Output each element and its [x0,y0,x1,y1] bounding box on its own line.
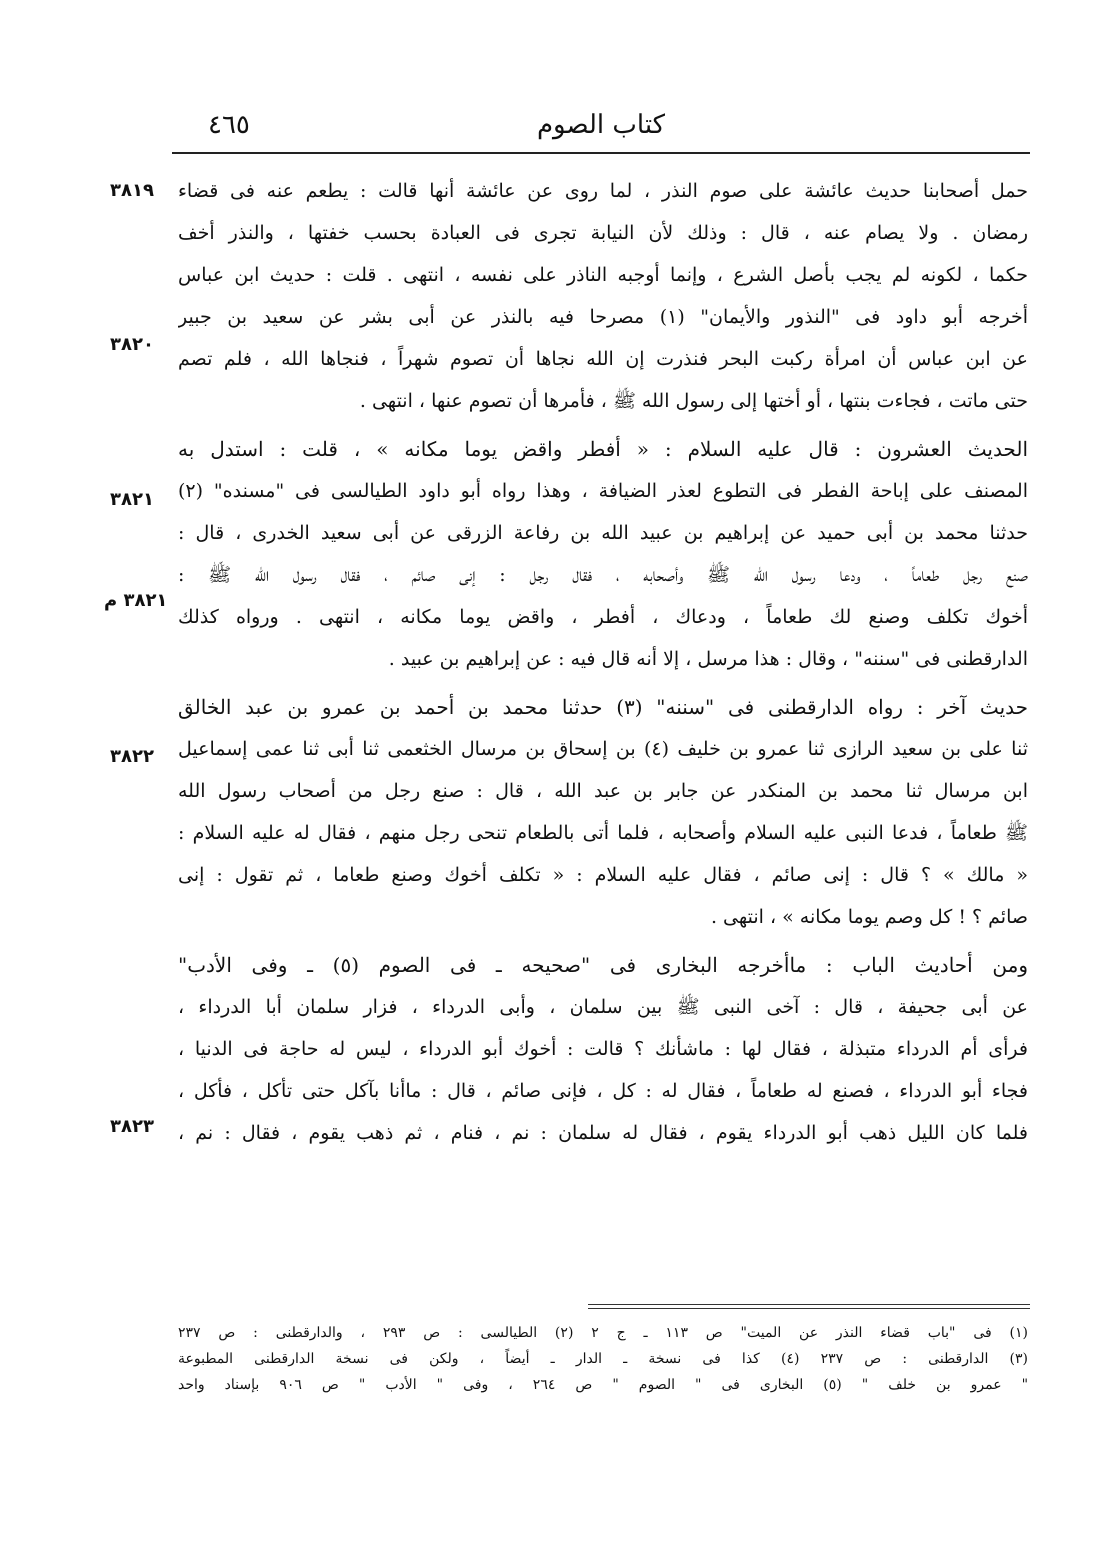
text-line: ابن مرسال ثنا محمد بن المنكدر عن جابر بن عبد الله ، قال : صنع رجل من أصحاب رسول الله [178,780,1028,802]
footnote-divider [588,1304,1030,1305]
chapter-title: كتاب الصوم [536,110,666,140]
hadith-number: ٣٨٢٣ [110,1116,154,1137]
footnote-line: (١) فى "باب قضاء النذر عن الميت" ص ١١٣ ـ ج ٢ (٢) الطيالسى : ص ٢٩٣ ، والدارقطنى : ص ٢٣٧ [178,1325,1028,1341]
text-line: المصنف على إباحة الفطر فى التطوع لعذر الضيافة ، وهذا رواه أبو داود الطيالسى فى "مسنده" (٢) [178,480,1028,502]
text-line: فجاء أبو الدرداء ، فصنع له طعاماً ، فقال له : كل ، فإنى صائم ، قال : ماأنا بآكل حتى تأكل ، فأكل ، [178,1080,1028,1102]
footnotes [178,1320,1028,1398]
text-line: فرأى أم الدرداء متبذلة ، فقال لها : ماشأنك ؟ قالت : أخوك أبو الدرداء ، ليس له حاجة فى الدنيا ، [178,1038,1028,1060]
header-divider [172,152,1030,154]
footnote-line: " عمرو بن خلف " (٥) البخارى فى " الصوم " ص ٢٦٤ ، وفى " الأدب " ص ٩٠٦ بإسناد واحد [178,1377,1028,1393]
text-line: صائم ؟ ! كل وصم يوما مكانه » ، انتهى . [710,906,1028,928]
footnote-divider [588,1308,1030,1309]
page-header [172,104,1030,152]
text-line: حدثنا محمد بن أبى حميد عن إبراهيم بن عبيد الله بن رفاعة الزرقى عن أبى سعيد الخدرى ، قال : [178,522,1028,544]
page-number: ٤٦٥ [208,110,250,140]
hadith-number: ٣٨٢٠ [110,334,154,355]
hadith-number: ٣٨٢١ م [104,590,168,611]
section-heading-line: ومن أحاديث الباب : ماأخرجه البخارى فى "صحيحه ـ فى الصوم (٥) ـ وفى الأدب" [178,953,1028,977]
text-line: عن ابن عباس أن امرأة ركبت البحر فنذرت إن الله نجاها أن تصوم شهراً ، فنجاها الله ، فلم تصم [178,348,1028,370]
text-line: حتى ماتت ، فجاءت بنتها ، أو أختها إلى رسول الله ﷺ ، فأمرها أن تصوم عنها ، انتهى . [359,390,1028,412]
section-heading-line: حديث آخر : رواه الدارقطنى فى "سننه" (٣) حدثنا محمد بن أحمد بن عمرو بن عبد الخالق [178,695,1028,719]
text-line: أخوك تكلف وصنع لك طعاماً ، ودعاك ، أفطر ، واقض يوما مكانه ، انتهى . ورواه كذلك [178,606,1028,628]
hadith-number: ٣٨٢٢ [110,746,154,767]
text-line: عن أبى جحيفة ، قال : آخى النبى ﷺ بين سلمان ، وأبى الدرداء ، فزار سلمان أبا الدرداء ، [178,996,1028,1018]
text-line: الدارقطنى فى "سننه" ، وقال : هذا مرسل ، إلا أنه قال فيه : عن إبراهيم بن عبيد . [388,648,1028,670]
text-line: ثنا على بن سعيد الرازى ثنا عمرو بن خليف (٤) بن إسحاق بن مرسال الخثعمى ثنا أبى ثنا عمى إسماعيل [178,738,1028,760]
text-line: رمضان . ولا يصام عنه ، قال : وذلك لأن النيابة تجرى فى العبادة بحسب خفتها ، والنذر أخف [178,222,1028,244]
footnote-line: (٣) الدارقطنى : ص ٢٣٧ (٤) كذا فى نسخة ـ الدار ـ أيضاً ، ولكن فى نسخة الدارقطنى المطبوعة [178,1351,1028,1367]
text-line: ﷺ طعاماً ، فدعا النبى عليه السلام وأصحابه ، فلما أتى بالطعام تنحى رجل منهم ، فقال له عليه السلام : [178,822,1028,844]
hadith-number: ٣٨١٩ [110,180,154,201]
text-line: صنع رجل طعاماً ، ودعا رسول الله ﷺ وأصحابه ، فقال رجل : إنى صائم ، فقال رسول الله ﷺ : [178,564,1028,586]
text-line: حمل أصحابنا حديث عائشة على صوم النذر ، لما روى عن عائشة أنها قالت : يطعم عنه فى قضاء [178,180,1028,202]
text-line: أخرجه أبو داود فى "النذور والأيمان" (١) مصرحا فيه بالنذر عن أبى بشر عن سعيد بن جبير [178,306,1028,328]
text-line: « مالك » ؟ قال : إنى صائم ، فقال عليه السلام : « تكلف أخوك وصنع طعاما ، ثم تقول : إنى [178,864,1028,886]
section-heading-line: الحديث العشرون : قال عليه السلام : « أفطر واقض يوما مكانه » ، قلت : استدل به [178,437,1028,461]
text-line: حكما ، لكونه لم يجب بأصل الشرع ، وإنما أوجبه الناذر على نفسه ، انتهى . قلت : حديث ابن عباس [178,264,1028,286]
text-line: فلما كان الليل ذهب أبو الدرداء يقوم ، فقال له سلمان : نم ، فنام ، ثم ذهب يقوم ، فقال : نم ، [178,1122,1028,1144]
page-body [178,170,1028,1154]
hadith-number: ٣٨٢١ [110,489,154,510]
